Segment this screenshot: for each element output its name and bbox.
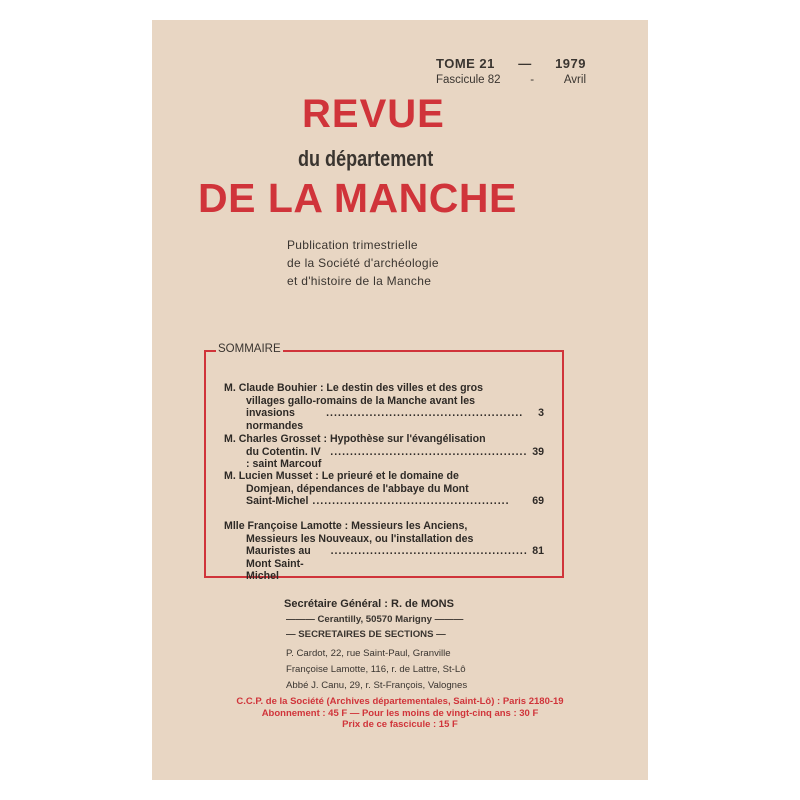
tome-number: TOME 21: [436, 56, 495, 71]
magazine-cover: [152, 20, 648, 780]
toc-page-number: 69: [532, 495, 544, 507]
section-secretary: P. Cardot, 22, rue Saint-Paul, Granville: [286, 648, 451, 659]
toc-entry: M. Charles Grosset : Hypothèse sur l'évangélisation du Cotentin. IV : saint Marcouf .................................................. 39: [224, 433, 544, 470]
section-secretaries: [284, 646, 467, 694]
publication-line: Publication trimestrielle: [287, 238, 418, 252]
toc-entry-line: Domjean, dépendances de l'abbaye du Mont: [246, 482, 469, 495]
secretary-address: Cerantilly, 50570 Marigny: [317, 614, 432, 625]
fascicule-line: [436, 74, 586, 86]
title-de-la-manche: DE LA MANCHE: [198, 175, 517, 221]
publication-line: et d'histoire de la Manche: [287, 274, 432, 288]
secretaries-block: [284, 598, 467, 694]
tome-dash: —: [518, 56, 532, 71]
publication-line: de la Société d'archéologie: [287, 256, 439, 270]
title-revue: REVUE: [302, 92, 445, 136]
toc-entry-line: Mlle Françoise Lamotte : Messieurs les Anciens,: [224, 520, 468, 532]
sections-heading-line: — SECRETAIRES DE SECTIONS —: [286, 629, 446, 640]
toc-entry-line: Saint-Michel: [246, 495, 309, 507]
toc-page-number: 81: [532, 545, 544, 557]
toc-page-number: 39: [532, 445, 544, 458]
toc-entry: M. Lucien Musset : Le prieuré et le domaine de Domjean, dépendances de l'abbaye du Mont Saint-Michel .................................................. 69: [224, 470, 544, 507]
fascicule-number: Fascicule 82: [436, 74, 501, 86]
title-du-departement: du département: [298, 146, 434, 171]
toc-entry-line: Messieurs les Nouveaux, ou l'installation des: [246, 532, 474, 545]
sommaire-box: [204, 343, 564, 582]
secretary-general: Secrétaire Général : R. de MONS: [284, 598, 454, 610]
toc-entry-line: invasions normandes: [246, 407, 304, 432]
sections-heading: SECRETAIRES DE SECTIONS: [298, 629, 434, 640]
sommaire-label: SOMMAIRE: [218, 343, 281, 355]
toc-entry-line: du Cotentin. IV : saint Marcouf: [246, 445, 322, 470]
toc-page-number: 3: [538, 407, 544, 419]
secretary-address-line: ——— Cerantilly, 50570 Marigny ———: [286, 614, 464, 625]
toc-entry: M. Claude Bouhier : Le destin des villes et des gros villages gallo-romains de la Manche avant les invasions normandes .................................................. 3: [224, 382, 544, 432]
price-line: Prix de ce fascicule : 15 F: [342, 719, 458, 730]
toc-entry-line: M. Claude Bouhier : Le destin des villes et des gros: [224, 382, 484, 394]
tome-line: [436, 56, 586, 71]
toc-entry-line: villages gallo-romains de la Manche avant les: [246, 394, 476, 407]
tome-year: 1979: [555, 56, 586, 71]
toc-entry: Mlle Françoise Lamotte : Messieurs les Anciens, Messieurs les Nouveaux, ou l'installation des Mauristes au Mont Saint-Michel .................................................. 81: [224, 520, 544, 582]
publication-description: [287, 236, 439, 290]
section-secretary: Françoise Lamotte, 116, r. de Lattre, St-Lô: [286, 664, 466, 675]
fascicule-dash: -: [530, 74, 535, 86]
toc-entry-line: M. Lucien Musset : Le prieuré et le domaine de: [224, 470, 459, 482]
issue-month: Avril: [563, 74, 586, 86]
toc-entry-line: Mauristes au Mont Saint-Michel: [246, 545, 311, 582]
section-secretary: Abbé J. Canu, 29, r. St-François, Valognes: [286, 680, 468, 691]
abonnement-line: Abonnement : 45 F — Pour les moins de vingt-cinq ans : 30 F: [261, 707, 539, 719]
subscription-info: [200, 696, 600, 731]
toc-entry-line: M. Charles Grosset : Hypothèse sur l'évangélisation: [224, 433, 486, 445]
ccp-line: C.C.P. de la Société (Archives départementales, Saint-Lô) : Paris 2180-19: [236, 696, 564, 707]
